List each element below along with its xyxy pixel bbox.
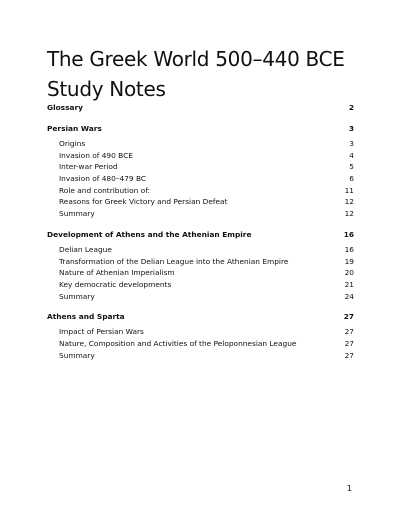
document-title: The Greek World 500–440 BCE Study Notes [47, 47, 345, 101]
toc-entry-label: Key democratic developments [59, 279, 172, 289]
toc-section-athens-sparta [47, 311, 354, 361]
toc-heading-label: Persian Wars [47, 124, 102, 133]
toc-section-persian-wars [47, 123, 354, 220]
toc-entry[interactable] [47, 173, 354, 185]
toc-entry-page: 3 [349, 139, 354, 148]
toc-entry-page: 4 [349, 150, 354, 160]
toc-entry[interactable] [47, 326, 354, 338]
page-number: 1 [346, 484, 352, 493]
table-of-contents [47, 102, 354, 370]
toc-entry-label: Transformation of the Delian League into the Athenian Empire [59, 256, 289, 266]
toc-entry-page: 6 [349, 174, 354, 184]
toc-entry[interactable] [47, 185, 354, 197]
toc-entry-page: 19 [344, 256, 354, 266]
toc-entry-page: 16 [344, 244, 354, 254]
toc-entry-page: 24 [344, 291, 354, 301]
toc-entry[interactable] [47, 196, 354, 208]
toc-heading-page: 27 [343, 312, 354, 322]
toc-entry[interactable] [47, 279, 354, 291]
toc-entry[interactable] [47, 150, 354, 162]
toc-heading-label: Glossary [47, 103, 83, 112]
toc-entry[interactable] [47, 244, 354, 256]
toc-heading-label: Development of Athens and the Athenian Empire [47, 229, 252, 239]
toc-entry-page: 5 [349, 162, 354, 172]
toc-entry[interactable] [47, 338, 354, 350]
toc-entry[interactable] [47, 138, 354, 150]
toc-entry[interactable] [47, 291, 354, 303]
toc-entry-page: 21 [344, 279, 354, 289]
toc-entry-label: Delian League [59, 244, 112, 254]
toc-entry-page: 20 [344, 268, 354, 278]
toc-entry-label: Summary [59, 291, 95, 301]
toc-entry[interactable] [47, 161, 354, 173]
toc-heading-label: Athens and Sparta [47, 312, 125, 322]
toc-heading-page: 16 [343, 229, 354, 239]
toc-entry-page: 27 [344, 338, 354, 348]
toc-entry[interactable] [47, 208, 354, 220]
toc-entry-label: Origins [59, 139, 86, 148]
toc-entry-label: Nature, Composition and Activities of the Peloponnesian League [59, 338, 297, 348]
toc-entry-label: Invasion of 480–479 BC [59, 174, 147, 184]
toc-entry-label: Nature of Athenian Imperialism [59, 268, 175, 278]
toc-entry-label: Inter-war Period [59, 162, 118, 172]
toc-entry-label: Role and contribution of: [59, 185, 151, 195]
toc-entry[interactable] [47, 267, 354, 279]
toc-entry-label: Summary [59, 350, 95, 360]
toc-entry-label: Impact of Persian Wars [59, 327, 144, 337]
toc-heading-persian-wars[interactable] [47, 123, 354, 138]
toc-heading-athens-sparta[interactable] [47, 311, 354, 326]
toc-heading-athens-empire[interactable] [47, 229, 354, 244]
toc-entry-page: 27 [344, 327, 354, 337]
toc-entry[interactable] [47, 350, 354, 362]
toc-entry[interactable] [47, 256, 354, 268]
toc-section-glossary [47, 102, 354, 117]
toc-entry-label: Summary [59, 209, 95, 219]
toc-entry-page: 11 [344, 185, 354, 195]
toc-entry-page: 27 [344, 350, 354, 360]
toc-entry-label: Invasion of 490 BCE [59, 150, 133, 160]
toc-heading-page: 2 [348, 103, 354, 112]
toc-heading-glossary[interactable] [47, 102, 354, 117]
toc-heading-page: 3 [348, 124, 354, 133]
toc-section-athens-empire [47, 229, 354, 302]
toc-entry-page: 12 [344, 197, 354, 207]
toc-entry-label: Reasons for Greek Victory and Persian Defeat [59, 197, 228, 207]
toc-entry-page: 12 [344, 209, 354, 219]
